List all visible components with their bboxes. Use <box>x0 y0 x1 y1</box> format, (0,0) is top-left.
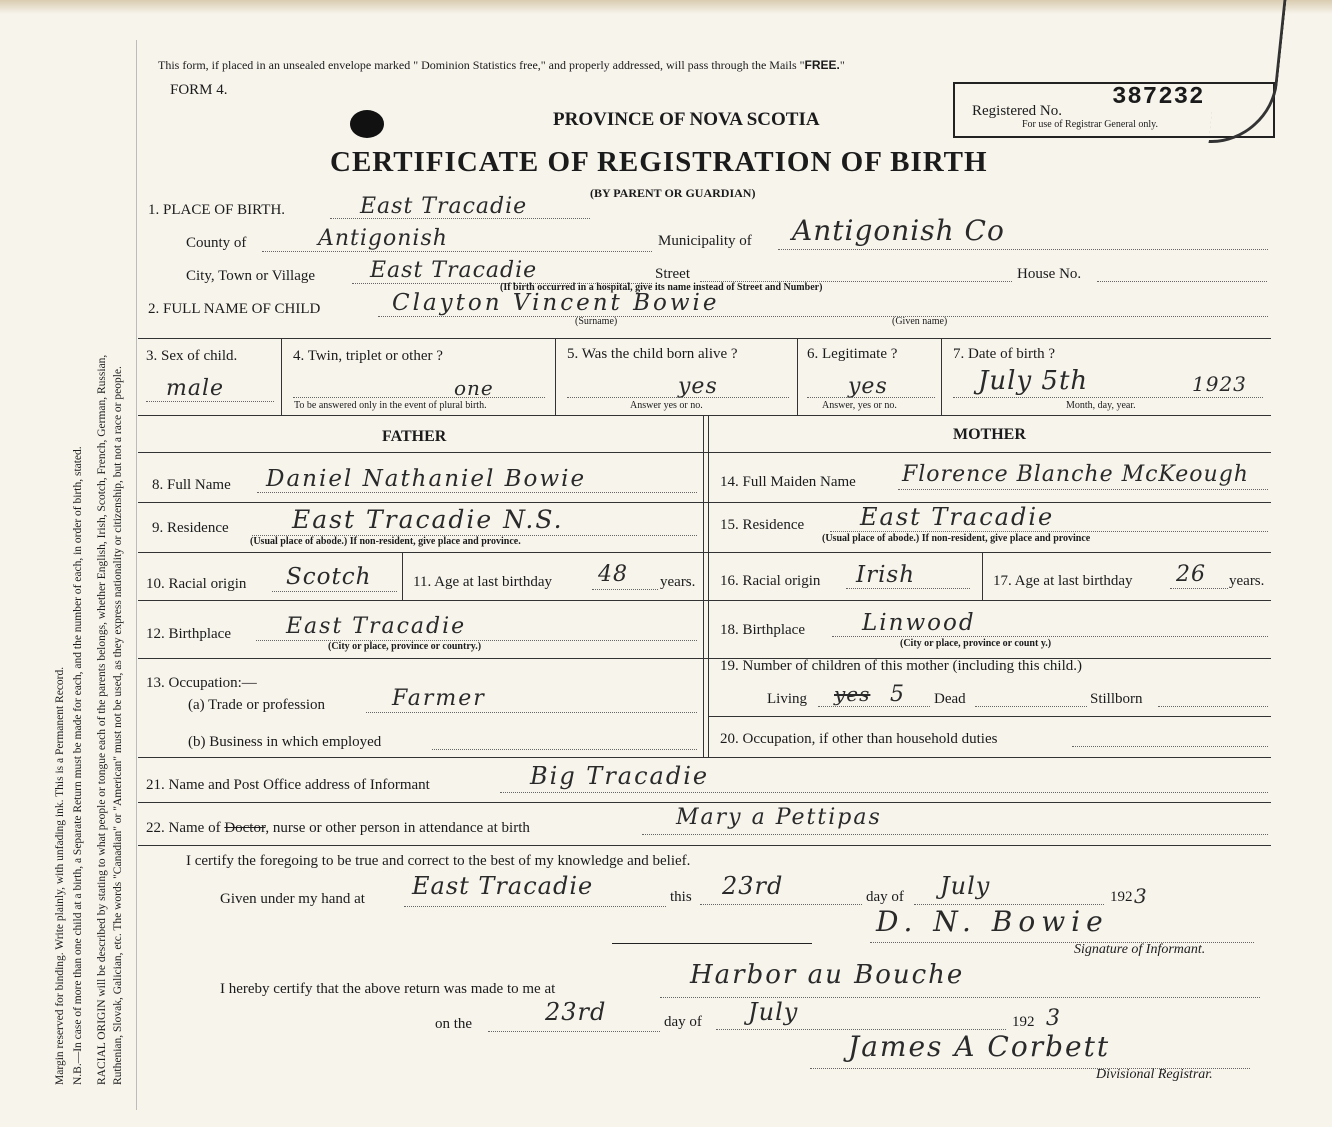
mother-name-line <box>898 489 1268 490</box>
row3-divider-3 <box>797 338 798 415</box>
row3-divider-2 <box>555 338 556 415</box>
house-number-line <box>1097 281 1267 282</box>
informant-value: Big Tracadie <box>530 762 710 790</box>
father-birthplace-note: (City or place, province or country.) <box>328 641 482 652</box>
child-name-label: 2. FULL NAME OF CHILD <box>148 301 321 317</box>
father-age-label: 11. Age at last birthday <box>413 574 552 590</box>
row19-rule <box>708 716 1271 717</box>
mother-racial-value: Irish <box>856 562 916 588</box>
row3-top-rule <box>138 338 1271 339</box>
registrar-month-value: July <box>748 998 799 1026</box>
given-month-value: July <box>940 872 991 900</box>
row20-rule <box>138 757 1271 758</box>
registrar-onthe-label: on the <box>435 1016 473 1032</box>
registered-number: 387232 <box>1112 84 1205 111</box>
stillborn-line <box>1158 706 1268 707</box>
place-of-birth-label: 1. PLACE OF BIRTH. <box>148 202 286 218</box>
informant-line <box>500 792 1268 793</box>
father-trade-line <box>366 712 697 713</box>
mother-birthplace-line <box>832 636 1268 637</box>
municipality-line <box>778 249 1268 250</box>
house-number-label: House No. <box>1017 266 1082 282</box>
province-heading: PROVINCE OF NOVA SCOTIA <box>553 109 820 130</box>
attendant-label <box>146 820 530 837</box>
stillborn-label: Stillborn <box>1090 691 1143 707</box>
born-alive-note: Answer yes or no. <box>630 400 703 411</box>
margin-note-2: N.B.—In case of more than one child at a birth, a Separate Return must be made for each, and the number of each, in order of birth, stated. <box>72 446 84 1085</box>
mother-age-label: 17. Age at last birthday <box>993 573 1133 589</box>
legitimate-label: 6. Legitimate ? <box>807 346 898 362</box>
registered-label: Registered No. <box>972 103 1062 119</box>
heading-rule <box>138 452 1271 453</box>
attendant-label-suffix: , nurse or other person in attendance at birth <box>265 820 530 836</box>
sex-line <box>146 401 274 402</box>
legitimate-note: Answer, yes or no. <box>822 400 897 411</box>
dob-year: 1923 <box>1192 372 1247 396</box>
informant-signature: D. N. Bowie <box>876 905 1109 938</box>
mother-residence-line <box>830 531 1268 532</box>
mother-racial-divider <box>982 552 983 600</box>
registrar-certify-statement: I hereby certify that the above return was made to me at <box>220 981 556 997</box>
dob-value: July 5th <box>978 366 1089 396</box>
mother-birthplace-note: (City or place, province or count y.) <box>900 638 1052 649</box>
place-of-birth-value: East Tracadie <box>360 194 528 219</box>
child-name-value: Clayton Vincent Bowie <box>392 290 720 316</box>
parent-column-divider-a <box>703 415 704 757</box>
city-label: City, Town or Village <box>186 268 316 284</box>
mother-occupation-label: 20. Occupation, if other than household duties <box>720 731 998 747</box>
given-day-value: 23rd <box>722 872 784 900</box>
margin-note-1: Margin reserved for binding. Write plainly, with unfading ink. This is a Permanent Record. <box>54 666 66 1085</box>
father-residence-value: East Tracadie N.S. <box>292 505 564 534</box>
father-occupation-label: 13. Occupation:— <box>146 675 257 691</box>
mother-age-line <box>1170 588 1228 589</box>
registrar-signature-label: Divisional Registrar. <box>1096 1067 1213 1082</box>
mother-residence-label: 15. Residence <box>720 517 805 533</box>
born-alive-line <box>567 397 789 398</box>
informant-label: 21. Name and Post Office address of Informant <box>146 777 430 793</box>
children-count-label: 19. Number of children of this mother (including this child.) <box>720 658 1083 674</box>
county-value: Antigonish <box>318 226 448 251</box>
attendant-line <box>642 834 1268 835</box>
registrar-day-line <box>488 1031 660 1032</box>
legitimate-value: yes <box>848 374 888 399</box>
given-year-prefix: 192 <box>1110 889 1133 905</box>
attendant-label-struck: Doctor <box>224 820 266 836</box>
registrar-place-value: Harbor au Bouche <box>690 960 965 990</box>
living-value: 5 <box>890 682 905 707</box>
postal-notice-text: This form, if placed in an unsealed envelope marked " Dominion Statistics free," and properly addressed, will pass through the Mails " <box>158 58 805 72</box>
row10-rule <box>138 600 1271 601</box>
binding-margin-line <box>136 40 137 1110</box>
attendant-value: Mary a Pettipas <box>676 805 882 830</box>
twin-value: one <box>454 376 494 400</box>
postal-notice-end: " <box>839 58 845 72</box>
row3-divider-1 <box>281 338 282 415</box>
father-name-value: Daniel Nathaniel Bowie <box>266 466 587 492</box>
father-racial-label: 10. Racial origin <box>146 576 247 592</box>
parent-column-divider-b <box>708 415 709 757</box>
mother-heading: MOTHER <box>953 426 1026 443</box>
place-of-birth-line <box>330 218 590 219</box>
father-age-unit: years. <box>660 574 696 590</box>
row3-divider-4 <box>941 338 942 415</box>
mother-residence-note: (Usual place of abode.) If non-resident, give place and province <box>822 533 1091 544</box>
dob-line <box>953 397 1263 398</box>
born-alive-label: 5. Was the child born alive ? <box>567 346 738 362</box>
father-racial-value: Scotch <box>286 564 372 590</box>
father-heading: FATHER <box>382 428 447 445</box>
given-day-line <box>700 904 862 905</box>
father-business-line <box>432 749 697 750</box>
given-under-label: Given under my hand at <box>220 891 365 907</box>
twin-label: 4. Twin, triplet or other ? <box>293 348 443 364</box>
father-birthplace-label: 12. Birthplace <box>146 626 231 642</box>
mother-name-label: 14. Full Maiden Name <box>720 474 856 490</box>
father-age-value: 48 <box>598 562 628 587</box>
certificate-subtitle: (BY PARENT OR GUARDIAN) <box>590 186 756 200</box>
sex-value: male <box>166 376 225 401</box>
legitimate-line <box>807 397 935 398</box>
living-label: Living <box>767 691 807 707</box>
living-line <box>818 706 930 707</box>
form-number: FORM 4. <box>170 82 228 98</box>
row22-rule <box>138 845 1271 846</box>
mother-birthplace-value: Linwood <box>862 610 976 636</box>
father-residence-note: (Usual place of abode.) If non-resident, give place and province. <box>250 536 521 547</box>
surname-note: (Surname) <box>575 316 618 327</box>
living-struck-value: yes <box>834 682 871 706</box>
dob-note: Month, day, year. <box>1066 400 1136 411</box>
mother-racial-line <box>846 588 970 589</box>
father-trade-label: (a) Trade or profession <box>188 697 326 713</box>
mother-residence-value: East Tracadie <box>860 503 1055 531</box>
born-alive-value: yes <box>678 374 718 399</box>
attendant-label-prefix: 22. Name of <box>146 820 225 836</box>
registrar-day-value: 23rd <box>545 998 607 1026</box>
city-value: East Tracadie <box>370 258 538 283</box>
street-label: Street <box>655 266 690 282</box>
father-name-label: 8. Full Name <box>152 477 231 493</box>
dob-label: 7. Date of birth ? <box>953 346 1056 362</box>
father-business-label: (b) Business in which employed <box>188 734 382 750</box>
row3-bottom-rule <box>138 415 1271 416</box>
mother-name-value: Florence Blanche McKeough <box>902 462 1249 487</box>
mother-age-unit: years. <box>1229 573 1265 589</box>
signature-rule <box>612 943 812 944</box>
dead-line <box>975 706 1087 707</box>
mother-occupation-line <box>1072 746 1268 747</box>
certificate-title: CERTIFICATE OF REGISTRATION OF BIRTH <box>330 146 988 178</box>
father-racial-line <box>272 591 397 592</box>
father-age-line <box>592 589 658 590</box>
county-label: County of <box>186 235 247 251</box>
given-place-value: East Tracadie <box>412 872 594 900</box>
informant-signature-label: Signature of Informant. <box>1074 942 1206 957</box>
mother-racial-label: 16. Racial origin <box>720 573 821 589</box>
father-birthplace-value: East Tracadie <box>286 614 467 639</box>
ink-blot <box>350 110 384 138</box>
row9-rule <box>138 552 1271 553</box>
county-line <box>262 251 652 252</box>
father-trade-value: Farmer <box>392 686 486 711</box>
municipality-value: Antigonish Co <box>792 214 1005 247</box>
postal-notice <box>158 58 845 73</box>
hospital-note: (If birth occurred in a hospital, give its name instead of Street and Number) <box>500 282 823 293</box>
row8-rule <box>138 502 1271 503</box>
given-year-suffix: 3 <box>1134 884 1148 908</box>
margin-note-4: Ruthenian, Slovak, Galician, etc. The words "Canadian" or "American" must not be used, as they express nationality or citizenship, but not a race or people. <box>112 366 124 1085</box>
margin-note-3: RACIAL ORIGIN will be described by stating to what people or tongue each of the parents belongs, whether English, Irish, Scotch, French, German, Russian, <box>96 354 108 1085</box>
registrar-signature: James A Corbett <box>848 1030 1111 1063</box>
informant-certify-statement: I certify the foregoing to be true and correct to the best of my knowledge and belief. <box>186 853 691 869</box>
postal-notice-free: FREE. <box>804 58 840 72</box>
row21-rule <box>138 802 1271 803</box>
twin-note: To be answered only in the event of plural birth. <box>294 400 487 411</box>
given-place-line <box>404 906 666 907</box>
municipality-label: Municipality of <box>658 233 752 249</box>
sex-label: 3. Sex of child. <box>146 348 238 364</box>
mother-birthplace-label: 18. Birthplace <box>720 622 805 638</box>
dead-label: Dead <box>934 691 966 707</box>
father-residence-label: 9. Residence <box>152 520 229 536</box>
row12-rule <box>138 658 1271 659</box>
child-name-line <box>378 316 1268 317</box>
given-name-note: (Given name) <box>892 316 948 327</box>
father-name-line <box>257 492 697 493</box>
registrar-year-prefix: 192 <box>1012 1014 1035 1030</box>
registrar-year-suffix: 3 <box>1046 1006 1061 1031</box>
given-this-label: this <box>670 889 692 905</box>
paper-stain <box>0 0 1332 14</box>
twin-line <box>293 397 545 398</box>
registrar-use-note: For use of Registrar General only. <box>1022 119 1158 130</box>
mother-age-value: 26 <box>1176 562 1206 587</box>
registrar-dayof-label: day of <box>664 1014 702 1030</box>
father-racial-divider <box>402 552 403 600</box>
given-dayof-label: day of <box>866 889 904 905</box>
